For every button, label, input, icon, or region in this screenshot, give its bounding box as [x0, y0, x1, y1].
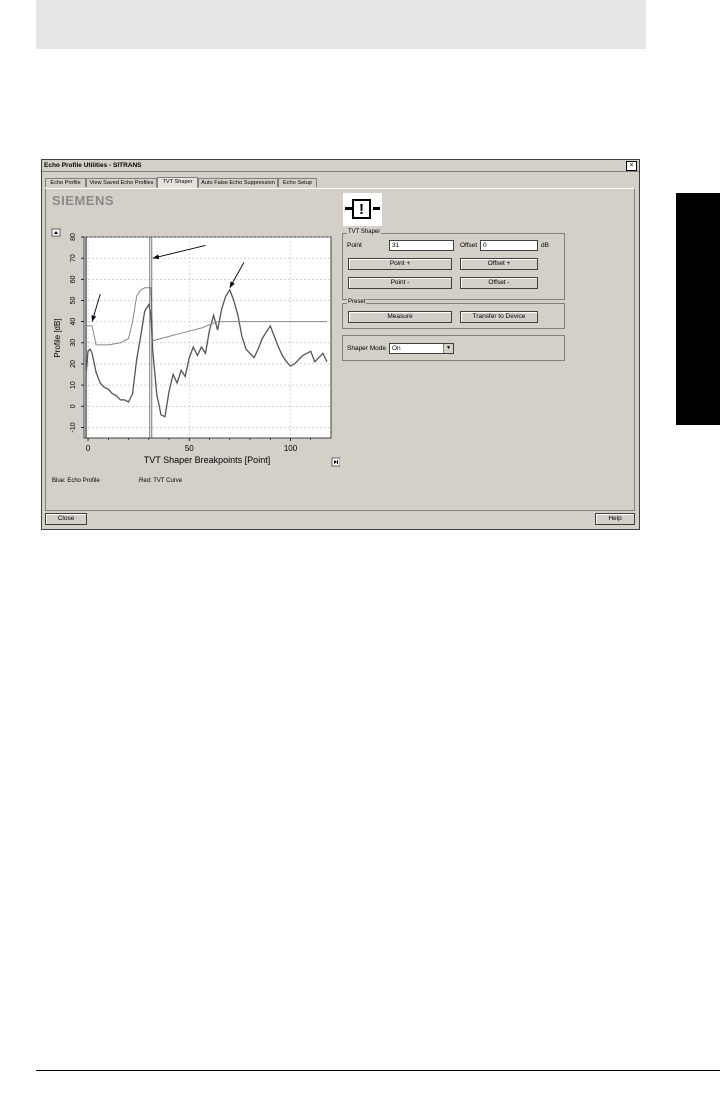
offset-label: Offset — [460, 242, 478, 249]
shaper-mode-label: Shaper Mode — [347, 345, 387, 352]
y-axis-label: Profile [dB] — [53, 318, 62, 358]
x-tick-label: 0 — [85, 444, 91, 453]
close-button[interactable]: Close — [45, 513, 87, 525]
transfer-to-device-button[interactable]: Transfer to Device — [460, 311, 538, 323]
y-tick-label: 0 — [70, 404, 77, 409]
y-tick-label: 10 — [70, 381, 77, 390]
y-tick-label: 40 — [70, 317, 77, 326]
y-tick-label: 50 — [70, 296, 77, 305]
offset-input[interactable]: 0 — [480, 240, 538, 251]
header-band — [36, 0, 646, 49]
plot-area — [84, 237, 331, 438]
offset-unit: dB — [541, 242, 549, 249]
preset-legend: Preset — [348, 299, 366, 305]
echo-profile-utilities-window — [41, 159, 640, 530]
x-axis-label: TVT Shaper Breakpoints [Point] — [143, 455, 271, 465]
tab-view-saved-echo-profiles[interactable]: View Saved Echo Profiles — [86, 178, 157, 187]
red-legend-text: Red: TVT Curve — [139, 478, 183, 484]
point-plus-button[interactable]: Point + — [348, 258, 452, 270]
y-tick-label: 30 — [70, 338, 77, 347]
warning-icon-left-lead — [345, 207, 352, 210]
tab-auto-false-echo-suppression[interactable]: Auto False Echo Suppression — [198, 178, 278, 187]
warning-panel — [343, 193, 382, 226]
title-bar — [42, 160, 639, 172]
shaper-mode-select[interactable] — [389, 343, 454, 354]
y-tick-label: 80 — [70, 233, 77, 241]
point-minus-button[interactable]: Point - — [348, 277, 452, 289]
offset-minus-button[interactable]: Offset - — [460, 277, 538, 289]
tvt-chart — [51, 228, 340, 473]
siemens-logo: SIEMENS — [52, 193, 115, 208]
tab-echo-profile[interactable]: Echo Profile — [45, 178, 86, 187]
tab-tvt-shaper[interactable]: TVT Shaper — [157, 177, 198, 188]
exclamation-icon: ! — [352, 199, 371, 219]
x-tick-label: 50 — [184, 444, 194, 453]
close-window-icon[interactable]: × — [626, 161, 637, 171]
tvt-chart-svg — [51, 228, 340, 473]
measure-button[interactable]: Measure — [348, 311, 452, 323]
y-tick-label: 70 — [70, 254, 77, 263]
shaper-mode-value: On — [392, 345, 401, 352]
warning-icon-right-lead — [373, 207, 380, 210]
chapter-tab — [676, 193, 720, 425]
window-title: Echo Profile Utilities - SITRANS — [44, 162, 142, 169]
tab-echo-setup[interactable]: Echo Setup — [278, 178, 317, 187]
y-tick-label: 60 — [70, 275, 77, 284]
blue-legend-text: Blue: Echo Profile — [52, 478, 100, 484]
y-tick-label: 20 — [70, 360, 77, 368]
point-input[interactable]: 31 — [389, 240, 454, 251]
offset-plus-button[interactable]: Offset + — [460, 258, 538, 270]
y-tick-label: -10 — [70, 422, 77, 433]
help-button[interactable]: Help — [595, 513, 635, 525]
chevron-down-icon[interactable]: ▼ — [443, 344, 453, 353]
x-tick-label: 100 — [283, 444, 298, 453]
footer-rule — [36, 1070, 720, 1071]
point-label: Point — [347, 242, 362, 249]
tvt-shaper-legend: TVT Shaper — [348, 229, 381, 235]
